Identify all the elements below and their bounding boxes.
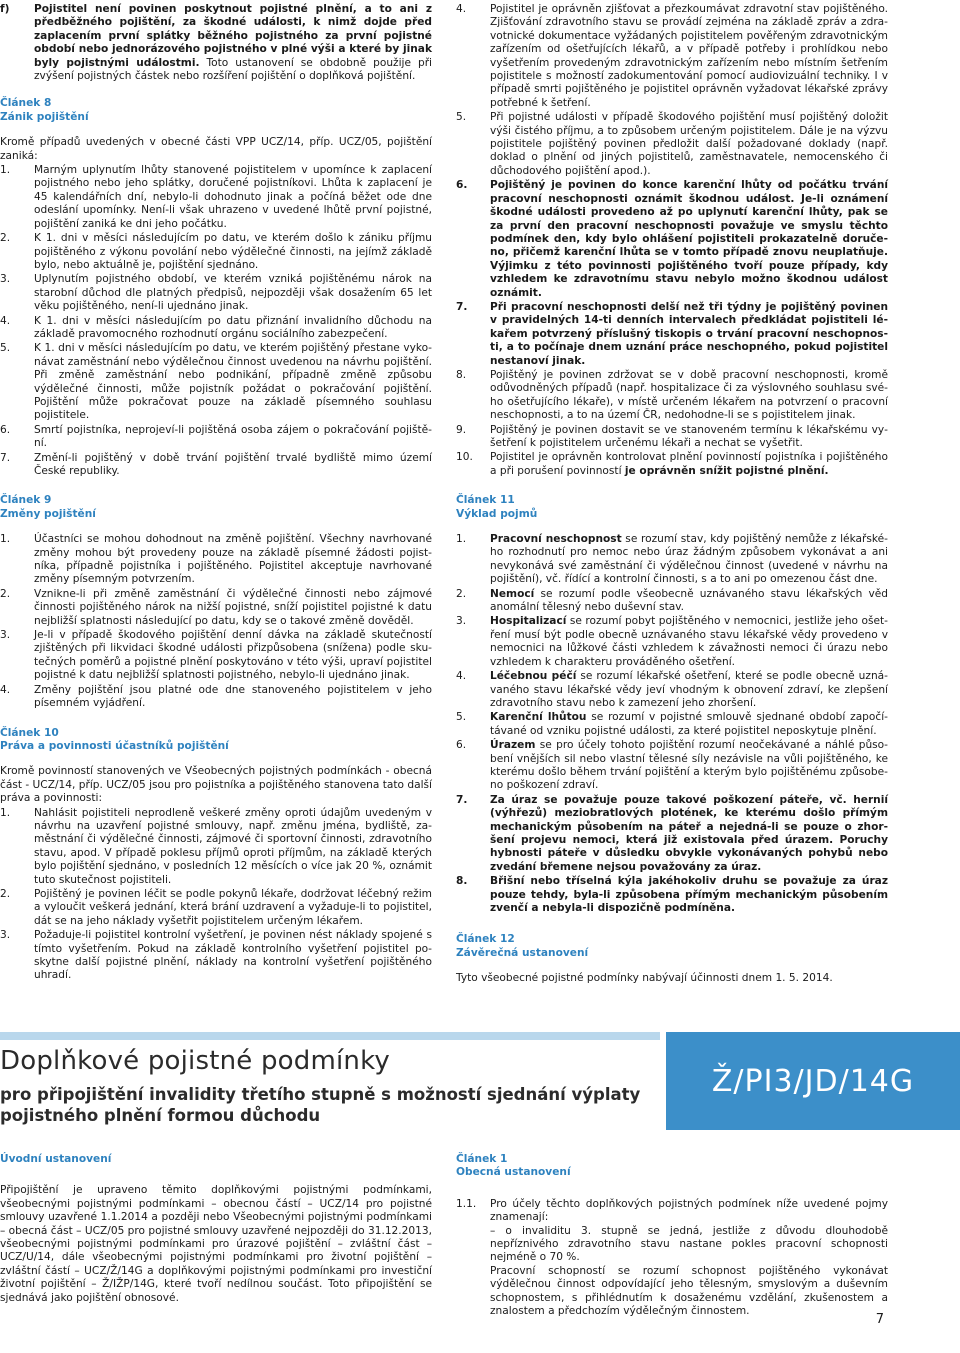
article-1-line-3: Pracovní schopností se rozumí schopnost pojištěného vykonávat výdělečnou činnost odpovídající jeho tělesným, smyslovým a duševním schopnostem, s přihlédnutím k dosaženému vzdělání, zkušenostem a znalostem a předchozím výdělečným činnostem. xyxy=(490,1264,888,1318)
article-9-heading xyxy=(0,494,432,521)
article-8-heading xyxy=(0,97,432,124)
article-1-section xyxy=(456,1153,888,1319)
list-item xyxy=(456,794,888,874)
item-number: 4. xyxy=(0,683,11,696)
article-1-heading xyxy=(456,1153,888,1180)
list-item xyxy=(0,424,432,451)
term: Léčebnou péčí xyxy=(490,670,577,683)
article-10-continued-list xyxy=(456,3,888,450)
article-9-number: Článek 9 xyxy=(0,494,52,507)
item-number: 2. xyxy=(456,587,467,600)
list-item xyxy=(0,588,432,628)
item-text: Změny pojištění jsou platné ode dne stanoveného pojistitelem v jeho písemném vyjádření. xyxy=(34,683,432,710)
list-item xyxy=(0,684,432,711)
item-number: 3. xyxy=(0,929,11,942)
item-text: Za úraz se považuje pouze takové poškození páteře, vč. hernií (výhřezů) meziobratlových plotének, ke kterému došlo přímým mechanickým působením na páteř a nejedná-li se pouze o zhoršení projevu nemoci, která již existovala před úrazem. Poruchy hybnosti páteře v důsledku obvykle vykonávaných pohybů nebo zvedání břemene nejsou považovány za úraz. xyxy=(490,793,888,873)
item-number: 6. xyxy=(456,739,467,752)
item-text: Pojištěný je povinen do konce karenční lhůty od počátku trvání pracovní neschopnosti oznámit škodnou událost. Je-li oznámení škodné události provedeno až po uplynutí karenční lhůty, pak se za první den pracovní neschopnosti považuje ve smyslu těchto podmínek den, kdy bylo ohlášení pojistiteli prokazatelně doručeno, přičemž karenční lhůta se v tomto případě znovu neuplatňuje. Výjimku z této povinnosti pojištěného tvoří pouze případy, kdy vzhledem ke zdravotnímu stavu nebylo možno škodnou událost oznámit. xyxy=(490,179,888,299)
item-number: 2. xyxy=(0,232,11,245)
item-text: Břišní nebo tříselná kýla jakéhokoliv druhu se považuje za úraz pouze tehdy, byla-li způsobena přímým mechanickým působením zvenčí a nebyla-li dispozičně podmíněna. xyxy=(490,875,888,914)
item-number: 8. xyxy=(456,875,468,888)
list-item xyxy=(0,342,432,422)
list-item xyxy=(0,452,432,479)
item-text: Uplynutím pojistného období, ve kterém vzniká pojištěnému nárok na starobní důchod dle platných předpisů, nejpozději však dosažením 65 let věku pojištěného, není-li ujednáno jinak. xyxy=(34,273,432,313)
list-item xyxy=(456,111,888,178)
item-number: 4. xyxy=(456,670,467,683)
article-11-number: Článek 11 xyxy=(456,494,515,507)
clause-f-bold: Pojistitel není povinen poskytnout pojistné plnění, a to ani z předběžného pojištění, za škodné události, k nimž dojde před zaplacením první splátky běžného pojistného za první pojistné období nebo jednorázového pojistného v plné výši a které by jinak byly pojistnými událostmi. xyxy=(34,3,432,69)
introductory-provisions xyxy=(0,1153,432,1306)
list-item xyxy=(0,888,432,928)
item-number: 1. xyxy=(0,533,11,546)
item-number: 7. xyxy=(456,793,468,806)
item-text: Marným uplynutím lhůty stanovené pojistitelem v upomínce k zaplacení pojistného nebo jeho splátky, doručené pojistníkovi. Lhůta k zaplacení je 45 kalendářních dní, nebylo-li dohodnuto jinak a počíná běžet ode dne odeslání upomínky. Není-li však uhrazeno v uvedené lhůtě první pojistné, pojištění zaniká ke dni jeho počátku. xyxy=(34,164,432,230)
article-11-title: Výklad pojmů xyxy=(456,507,538,520)
item-number: 1.1. xyxy=(456,1197,477,1210)
item-number: 5. xyxy=(456,111,467,124)
item-number: 6. xyxy=(456,179,468,192)
item-number: 7. xyxy=(0,451,11,464)
item-number: 8. xyxy=(456,368,467,381)
article-1-number: Článek 1 xyxy=(456,1153,508,1165)
list-item xyxy=(456,615,888,669)
item-number: 2. xyxy=(0,887,11,900)
term: Úrazem xyxy=(490,739,536,752)
list-item xyxy=(0,315,432,342)
list-item xyxy=(456,1198,888,1319)
article-11-heading xyxy=(456,494,888,521)
left-column xyxy=(0,0,432,984)
list-item xyxy=(0,164,432,231)
item-text: se rozumí podle všeobecně uznávaného stavu lékařských věd anomální tělesný nebo duševní stav. xyxy=(490,587,888,614)
list-item xyxy=(456,301,888,368)
item-number: 5. xyxy=(0,342,11,355)
item-text: se rozumí v pojistné smlouvě sjednané období započítávané od vzniku pojistné události, za které pojistitel neposkytuje plnění. xyxy=(490,711,888,737)
document-code-box xyxy=(666,1032,960,1130)
item-text: Účastníci se mohou dohodnout na změně pojištění. Všechny navrhované změny mohou být provedeny pouze na základě písemné žádosti pojistníka, případně pojistníka i pojištěného. Pojistitel akceptuje navrhované změny písemným potvrzením. xyxy=(34,533,432,586)
list-item xyxy=(456,424,888,451)
document-banner xyxy=(0,1032,960,1130)
item-text: Nahlásit pojistiteli neprodleně veškeré změny oproti údajům uvedeným v návrhu na uzavření pojistné smlouvy, např. změnu jména, bydliště, zaměstnání či výdělečné činnosti, zájmové či sportovní činnosti, zdravotního stavu, apod. V případě poklesu příjmů oproti příjmům, na základě kterých bylo pojištění sjednáno, v posledních 12 měsících o více jak 20 %, oznámit tuto skutečnost pojistiteli. xyxy=(34,806,432,886)
article-10-list xyxy=(0,807,432,983)
item-text: Vznikne-li při změně zaměstnání či výdělečné činnosti nebo zájmové činnosti pojištěného nárok na nižší pojistné, sníží pojistitel pojistné k datu nejbližší splatnosti následující po datu, kdy se o takové změně dověděl. xyxy=(34,587,432,627)
item-number: 3. xyxy=(0,629,11,642)
list-item xyxy=(456,369,888,423)
list-item xyxy=(0,533,432,587)
item-text: Změní-li pojištěný v době trvání pojištění trvalé bydliště mimo území České republiky. xyxy=(34,451,432,477)
article-1-line-1: Pro účely těchto doplňkových pojistných podmínek níže uvedené pojmy znamenají: xyxy=(490,1197,888,1224)
list-item xyxy=(456,533,888,587)
article-10-heading xyxy=(0,727,432,754)
item-number: 9. xyxy=(456,423,467,436)
list-item xyxy=(0,232,432,272)
item-text: se pro účely tohoto pojištění rozumí neočekávané a náhlé působení vnějších sil nebo vlastní tělesné síly nezávisle na vůli pojištěného, ke kterému došlo během trvání pojištění a kterým bylo pojištěnému způsobeno poškození zdraví. xyxy=(490,739,888,792)
item-text: Při pracovní neschopnosti delší než tři týdny je pojištěný povinen v pravidelných 14-ti denních intervalech předkládat pojistiteli lékařem potvrzený příslušný tiskopis o trvání pracovní neschopnosti, a to počínaje dnem uznání práce neschopného, pokud pojistitel nestanoví jinak. xyxy=(490,300,888,367)
term: Hospitalizací xyxy=(490,615,567,628)
item-number: 1. xyxy=(0,164,11,177)
item-number: 7. xyxy=(456,300,468,313)
list-item xyxy=(456,588,888,615)
item-text: se rozumí lékařské ošetření, které se podle obecně uznávaného stavu lékařské vědy jeví vhodným k obnovení zdraví, ke zlepšení zdravotního stavu nebo k zamezení jeho zhoršení. xyxy=(490,670,888,709)
item-text: Smrtí pojistníka, neprojeví-li pojištěná osoba zájem o pokračování pojištění. xyxy=(34,423,432,450)
article-8-number: Článek 8 xyxy=(0,97,52,110)
list-item xyxy=(456,179,888,300)
item-number: 4. xyxy=(456,3,467,15)
item-text: Pojištěný je povinen léčit se podle pokynů lékaře, dodržovat léčebný režim a vyloučit veškerá jednání, která brání uzdravení a vyžaduje-li to pojistitel, dát se na jeho náklady vyšetřit pojistitelem určeným lékařem. xyxy=(34,887,432,927)
item-text: se rozumí stav, kdy pojištěný nemůže z lékařského rozhodnutí pro nemoc nebo úraz žádným způsobem vykonávat a ani nevykonává své zaměstnání či výdělečnou činnost (uvedené v návrhu na pojištění), vč. řídící a kontrolní činnosti, s a to ani po omezenou část dne. xyxy=(490,533,888,586)
list-item xyxy=(0,273,432,313)
article-8-list xyxy=(0,164,432,478)
article-1-line-2: – o invaliditu 3. stupně se jedná, jestliže z důvodu dlouhodobě nepříznivého zdravotního stavu nastane pokles pracovní schopnosti nejméně o 70 %. xyxy=(490,1224,888,1264)
item-text: Pojistitel je oprávněn zjišťovat a přezkoumávat zdravotní stav pojištěného. Zjišťování zdravotního stavu se provádí zejména na základě zpráv a zdravotnické dokumentace vyžádaných pojistitelem pověřeným zdravotnickým zařízením od ošetřujících lékařů, a v případě potřeby i prohlídkou nebo vyšetřením provedeným zdravotnickým zařízením nebo místním šetřením pojistitele s možností zadokumentování pomocí audiovizuální techniky. I v případě smrti pojištěného je pojistitel oprávněn vyžadovat lékařské zprávy potřebné k šetření. xyxy=(490,3,888,109)
introductory-heading: Úvodní ustanovení xyxy=(0,1153,112,1165)
right-column xyxy=(456,0,888,987)
item-text: Při pojistné události v případě škodového pojištění musí pojištěný doložit výši čistého příjmu, a to způsobem určeným pojistitelem. Dále je na výzvu pojistitele pojištěný povinen předložit další požadované doklady (např. doklad o plnění od jiných pojistitelů, zaměstnavatele, nemocenského či důchodového pojištění apod.). xyxy=(490,111,888,177)
article-9-list xyxy=(0,533,432,710)
article-10-intro: Kromě povinností stanovených ve Všeobecných pojistných podmínkách - obecná část - UCZ/14, příp. UCZ/05 jsou pro pojistníka a pojištěného stanovena tato další práva a povinnosti: xyxy=(0,765,432,805)
item-number: 2. xyxy=(0,587,11,600)
term: Nemocí xyxy=(490,587,535,600)
list-item xyxy=(456,670,888,710)
article-1-title: Obecná ustanovení xyxy=(456,1166,571,1179)
item-text-bold: je oprávněn snížit pojistné plnění. xyxy=(624,464,829,477)
list-item xyxy=(0,629,432,683)
clause-f-normal: Toto ustanovení se obdobně použije při zvýšení pojistných částek nebo rozšíření pojištění o doplňková pojištění. xyxy=(34,56,433,83)
item-text: Pojištěný je povinen zdržovat se v době pracovní neschopnosti, kromě odůvodněných případů (např. hospitalizace či za výslovného souhlasu svého ošetřujícího lékaře), v místě určeném lékařem na potvrzení o pracovní neschopnosti, a to na území ČR, nedohodne-li se s pojistitelem jinak. xyxy=(490,368,888,422)
document-code: Ž/PI3/JD/14G xyxy=(711,1063,915,1099)
list-item xyxy=(456,451,888,478)
article-10-title: Práva a povinnosti účastníků pojištění xyxy=(0,739,229,752)
item-text: Požaduje-li pojistitel kontrolní vyšetření, je povinen nést náklady spojené s tímto vyšetřením. Pokud na základě kontrolního vyšetření pojistitel poskytne další pojistné plnění, náklady na kontrolní vyšetření pojištěného uhradí. xyxy=(34,929,432,982)
list-item xyxy=(456,875,888,915)
article-9-title: Změny pojištění xyxy=(0,507,96,520)
article-12-number: Článek 12 xyxy=(456,933,515,946)
item-number: 10. xyxy=(456,451,473,464)
list-item xyxy=(456,711,888,738)
item-number: 3. xyxy=(0,273,11,286)
article-12-text: Tyto všeobecné pojistné podmínky nabývají účinnosti dnem 1. 5. 2014. xyxy=(456,972,833,985)
article-10-number: Článek 10 xyxy=(0,726,59,739)
item-number: 4. xyxy=(0,314,11,327)
clause-f-label: f) xyxy=(0,3,10,15)
item-text: K 1. dni v měsíci následujícím po datu, ve kterém došlo k zániku příjmu pojištěného z výkonu povolání nebo výdělečné činnosti, na jejímž základě bylo, nebo aktuálně je, pojištění sjednáno. xyxy=(34,232,432,271)
clause-f xyxy=(0,3,432,83)
item-number: 5. xyxy=(456,711,467,724)
article-8-intro: Kromě případů uvedených v obecné části VPP UCZ/14, příp. UCZ/05, pojištění zaniká: xyxy=(0,136,432,162)
banner-title: Doplňkové pojistné podmínky xyxy=(0,1046,391,1076)
page-number: 7 xyxy=(875,1312,884,1327)
list-item xyxy=(0,807,432,887)
term: Karenční lhůtou xyxy=(490,711,587,724)
item-number: 3. xyxy=(456,615,467,628)
banner-accent-line xyxy=(0,1032,660,1040)
term: Pracovní neschopnost xyxy=(490,533,622,546)
article-12-title: Závěrečná ustanovení xyxy=(456,946,589,959)
list-item xyxy=(0,929,432,983)
item-text: Pojistitel je oprávněn kontrolovat plnění povinností pojistníka i pojištěného a při porušení povinností xyxy=(490,451,888,477)
item-number: 1. xyxy=(456,533,467,546)
list-item xyxy=(456,3,888,110)
item-text: K 1. dni v měsíci následujícím po datu přiznání invalidního důchodu na základě pravomocného rozhodnutí orgánu sociálního zabezpečení. xyxy=(34,314,432,340)
banner-subtitle: pro připojištění invalidity třetího stupně s možností sjednání výplaty pojistného plnění formou důchodu xyxy=(0,1085,641,1125)
article-8-title: Zánik pojištění xyxy=(0,110,89,123)
item-text: se rozumí pobyt pojištěného v nemocnici, jestliže jeho ošetření musí být podle obecně uznávaného stavu lékařské vědy provedeno v nemocnici na lůžkové části vzhledem k závažnosti nemoci či úrazu nebo vzhledem k charakteru prováděného ošetření. xyxy=(490,615,888,668)
item-number: 1. xyxy=(0,806,11,819)
list-item xyxy=(456,739,888,793)
introductory-text: Připojištění je upraveno těmito doplňkovými pojistnými podmínkami, všeobecnými pojistnými podmínkami – obecnou částí – UCZ/14 pro pojistné smlouvy uzavřené 1.1.2014 a později nebo Všeobecnými pojistnými podmínkami – obecná část – UCZ/05 pro pojistné smlouvy uzavřené nejpozději do 31.12.2013, všeobecnými pojistnými podmínkami pro úrazové pojištění – zvláštní část – UCZ/U/14, dále všeobecnými pojistnými podmínkami pro životní pojištění – zvláštní částí – UCZ/Ž/14G a doplňkovými pojistnými podmínkami pro investiční životní pojištění – Ž/IŽP/14G, které tvoří nedílnou součást. Toto připojištění se sjednává jako pojištění obnosové. xyxy=(0,1184,432,1304)
item-number: 6. xyxy=(0,423,11,436)
item-text: K 1. dni v měsíci následujícím po datu, ve kterém pojištěný přestane vykonávat zaměstnání nebo výdělečnou činnost uvedenou na návrhu pojištění. Při změně zaměstnání nebo podnikání, případně změně způsobu výdělečné činnosti, může pojistník požádat o pokračování pojištění. Pojištění může pokračovat pouze na základě písemného souhlasu pojistitele. xyxy=(34,342,432,422)
item-text: Je-li v případě škodového pojištění denní dávka na základě skutečností zjištěných při likvidaci škodné události přizpůsobena (snížena) podle skutečných poměrů a pojistné plnění poskytováno v této výši, upraví pojistitel pojistné k datu nejbližší splatnosti pojistného, nebylo-li ujednáno jinak. xyxy=(34,629,432,682)
article-11-list xyxy=(456,533,888,915)
article-12-heading xyxy=(456,933,888,960)
item-text: Pojištěný je povinen dostavit se ve stanoveném termínu k lékařskému vyšetření k pojistitelem určenému lékaři a nechat se vyšetřit. xyxy=(490,423,888,449)
